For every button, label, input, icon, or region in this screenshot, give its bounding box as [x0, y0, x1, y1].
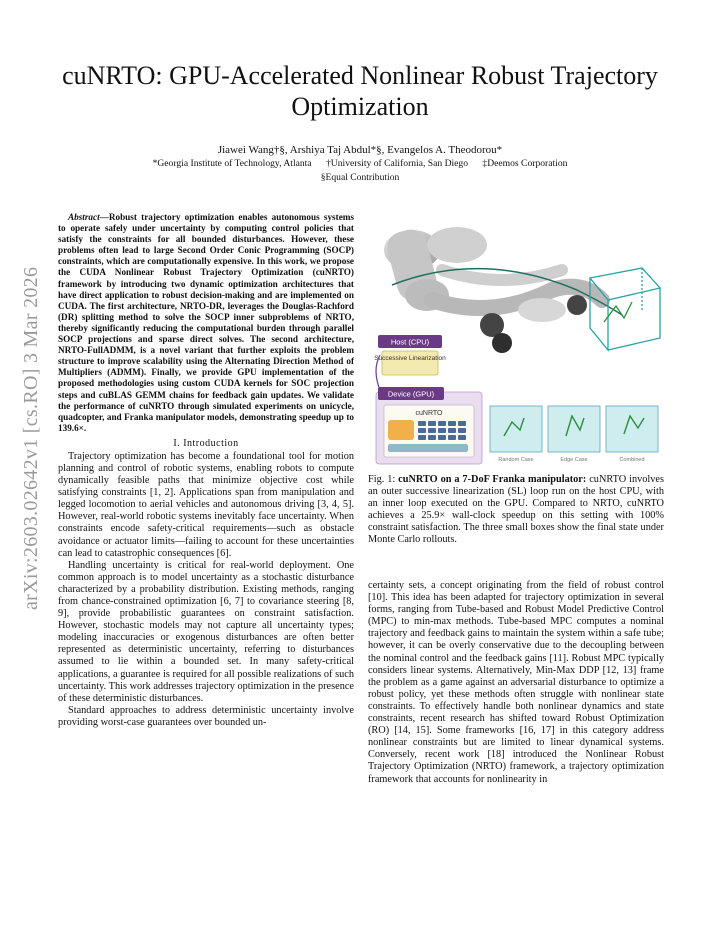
right-column [368, 580, 664, 786]
combined-case-box-icon [606, 406, 658, 452]
arxiv-watermark: arXiv:2603.02642v1 [cs.RO] 3 Mar 2026 [20, 266, 42, 610]
author-list: Jiawei Wang†§, Arshiya Taj Abdul*§, Evangelos A. Theodorou* [217, 144, 503, 156]
cunrto-kernel-label: cuNRTO [415, 410, 443, 417]
equal-contribution-note: §Equal Contribution [320, 172, 400, 183]
host-cpu-label: Host (CPU) [390, 337, 430, 347]
case-label-edge: Edge Case [560, 457, 588, 463]
figure-1 [372, 210, 664, 468]
section-heading-introduction: I. Introduction [173, 437, 239, 449]
kernel-bar [388, 444, 468, 452]
abstract-label: Abstract [68, 212, 100, 222]
case-label-combined: Combined [619, 457, 645, 463]
franka-figure-illustration [372, 210, 664, 468]
caption-bold: cuNRTO on a 7-DoF Franka manipulator: [398, 474, 587, 485]
figure-1-caption [368, 474, 664, 547]
affiliations [60, 157, 660, 170]
paper-title: cuNRTO: GPU-Accelerated Nonlinear Robust Trajectory Optimization [62, 61, 658, 121]
successive-label: Successive Linearization [374, 355, 446, 362]
robot-arm-icon [384, 226, 602, 353]
kernel-block [388, 420, 414, 440]
device-gpu-label: Device (GPU) [387, 389, 435, 399]
affiliation-deemos: ‡Deemos Corporation [482, 158, 568, 169]
intro-paragraph-4: certainty sets, a concept originating from the field of robust control [10]. This idea has been adapted for trajectory optimization in several forms, ranging from Tube-based and Robust Model Predictive Control (MPC) to min-max methods. Tube-based MPC computes a nominal trajectory and feedback gains to maintain the system within a safe tube; however, it can be overly conservative due to the decoupling between the nominal control and the feedback gains [11]. Robust MPC typically considers linear systems. Alternatively, Min-Max DDP [12, 13] frame the problem as a game against an adversarial disturbance to optimize a robust policy, yet these methods often struggle with nonlinear state constraints. To effectively handle both nonlinear dynamics and state constraints, recent research has shifted toward Robust Optimization (RO) [14, 15]. Some frameworks [16, 17] in this category address nonlinear constraints but are limited to linear dynamical systems. Conversely, recent work [18] introduced the Nonlinear Robust Trajectory Optimization (NRTO) framework, a trajectory optimization framework that accounts for nonlinearity in [368, 580, 664, 785]
left-column [58, 212, 354, 729]
target-box-icon [590, 268, 660, 350]
caption-text: cuNRTO involves an outer successive linearization (SL) loop run on the host CPU, with an inner loop executed on the GPU. Compared to NRTO, cuNRTO achieves a 25.9× wall-clock speedup on this setting with 100% constraint satisfaction. The three small boxes show the final state under Monte Carlo rollouts. [368, 474, 664, 546]
kernel-grid [418, 421, 466, 440]
intro-paragraph-1: Trajectory optimization has become a foundational tool for motion planning and control of robotic systems, enabling robots to compute dynamically feasible paths that minimize objective cost while satisfying constraints [1, 2]. Applications span from manipulation and legged locomotion to aerial vehicles and autonomous driving [3, 4, 5]. However, real-world robotic systems inevitably face uncertainty. When constraints encode safety-critical requirements—such as obstacle avoidance or actuator limits—failing to account for these uncertainties can lead to catastrophic consequences [6]. [58, 450, 354, 559]
intro-paragraph-3: Standard approaches to address deterministic uncertainty involve providing worst-case guarantees over bounded un- [58, 704, 354, 728]
caption-label: Fig. 1: [368, 474, 399, 485]
affiliation-ucsd: †University of California, San Diego [326, 158, 469, 169]
edge-case-box-icon [548, 406, 600, 452]
abstract-text: —Robust trajectory optimization enables autonomous systems to operate safely under uncertainty by computing control policies that satisfy the constraints for all bounded disturbances. However, these problems often lead to large Second Order Conic Programming (SOCP) constraints, which are computationally expensive. In this work, we propose the CUDA Nonlinear Robust Trajectory Optimization (cuNRTO) framework by introducing two dynamic optimization architectures that have direct application to robust decision-making and are implemented on CUDA. The first architecture, NRTO-DR, leverages the Douglas-Rachford (DR) splitting method to solve the SOCP inner subproblems of NRTO, thereby significantly reducing the computational burden through parallel SOCP projections and sparse direct solves. The second architecture, NRTO-FullADMM, is a novel variant that further exploits the problem structure to improve scalability using the Alternating Direction Method of Multipliers (ADMM). Finally, we provide GPU implementation of the proposed methodologies using custom CUDA kernels for SOC projection steps and cuBLAS GEMM chains for feedback gain updates. We validate the performance of cuNRTO through simulated experiments on unicycle, quadcopter, and Franka manipulator models, demonstrating speedup up to 139.6×. [58, 212, 354, 433]
intro-paragraph-2: Handling uncertainty is critical for real-world deployment. One common approach is to model uncertainty as a stochastic disturbance characterized by a probability distribution. Existing methods, ranging from chance-constrained optimization [6, 7] to covariance steering [8, 9], provide probabilistic guarantees on constraint satisfaction. However, stochastic models may not capture all uncertainty types; modeling inaccuracies or exogenous disturbances are often better represented as deterministic uncertainty, referring to disturbances assumed to lie within a bounded set. In many safety-critical applications, a guarantee is required for all possible realizations of such uncertainty. This work addresses trajectory optimization in the presence of these deterministic disturbances. [58, 559, 354, 704]
affiliation-georgia-tech: *Georgia Institute of Technology, Atlanta [152, 158, 312, 169]
abstract [58, 212, 354, 434]
case-label-random: Random Case [498, 457, 534, 463]
random-case-box-icon [490, 406, 542, 452]
